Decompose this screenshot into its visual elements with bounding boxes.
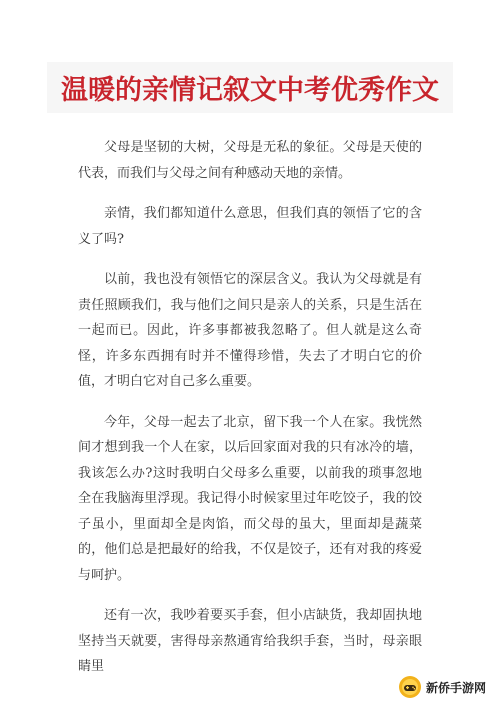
article-paragraph-4: 今年，父母一起去了北京，留下我一个人在家。我恍然间才想到我一个人在家，以后回家面对我的只有冰冷的墙，我该怎么办?这时我明白父母多么重要，以前我的琐事忽地全在我脑海里浮现。我记得小时候家里过年吃饺子，我的饺子虽小，里面却全是肉馅，而父母的虽大，里面却是蔬菜的，他们总是把最好的给我，不仅是饺子，还有对我的疼爱与呵护。 (78, 414, 422, 583)
gamepad-logo-icon (398, 675, 422, 699)
article-paragraph-3: 以前，我也没有领悟它的深层含义。我认为父母就是有责任照顾我们，我与他们之间只是亲人的关系，只是生活在一起而已。因此，许多事都被我忽略了。但人就是这么奇怪，许多东西拥有时并不懂得珍惜，失去了才明白它的价值，才明白它对自己多么重要。 (78, 272, 422, 389)
site-watermark (394, 672, 492, 702)
article-paragraph-1: 父母是坚韧的大树，父母是无私的象征。父母是天使的代表，而我们与父母之间有种感动天地的亲情。 (78, 140, 422, 181)
article-body (78, 135, 422, 695)
article-paragraph-2: 亲情，我们都知道什么意思，但我们真的领悟了它的含义了吗? (78, 206, 422, 247)
watermark-text: 新侨手游网 (425, 680, 486, 695)
article-title: 温暖的亲情记叙文中考优秀作文 (47, 62, 453, 113)
article-paragraph-5: 还有一次，我吵着要买手套，但小店缺货，我却固执地坚持当天就要，害得母亲熬通宵给我织手套，当时，母亲眼睛里 (78, 608, 422, 674)
title-band (0, 46, 500, 128)
